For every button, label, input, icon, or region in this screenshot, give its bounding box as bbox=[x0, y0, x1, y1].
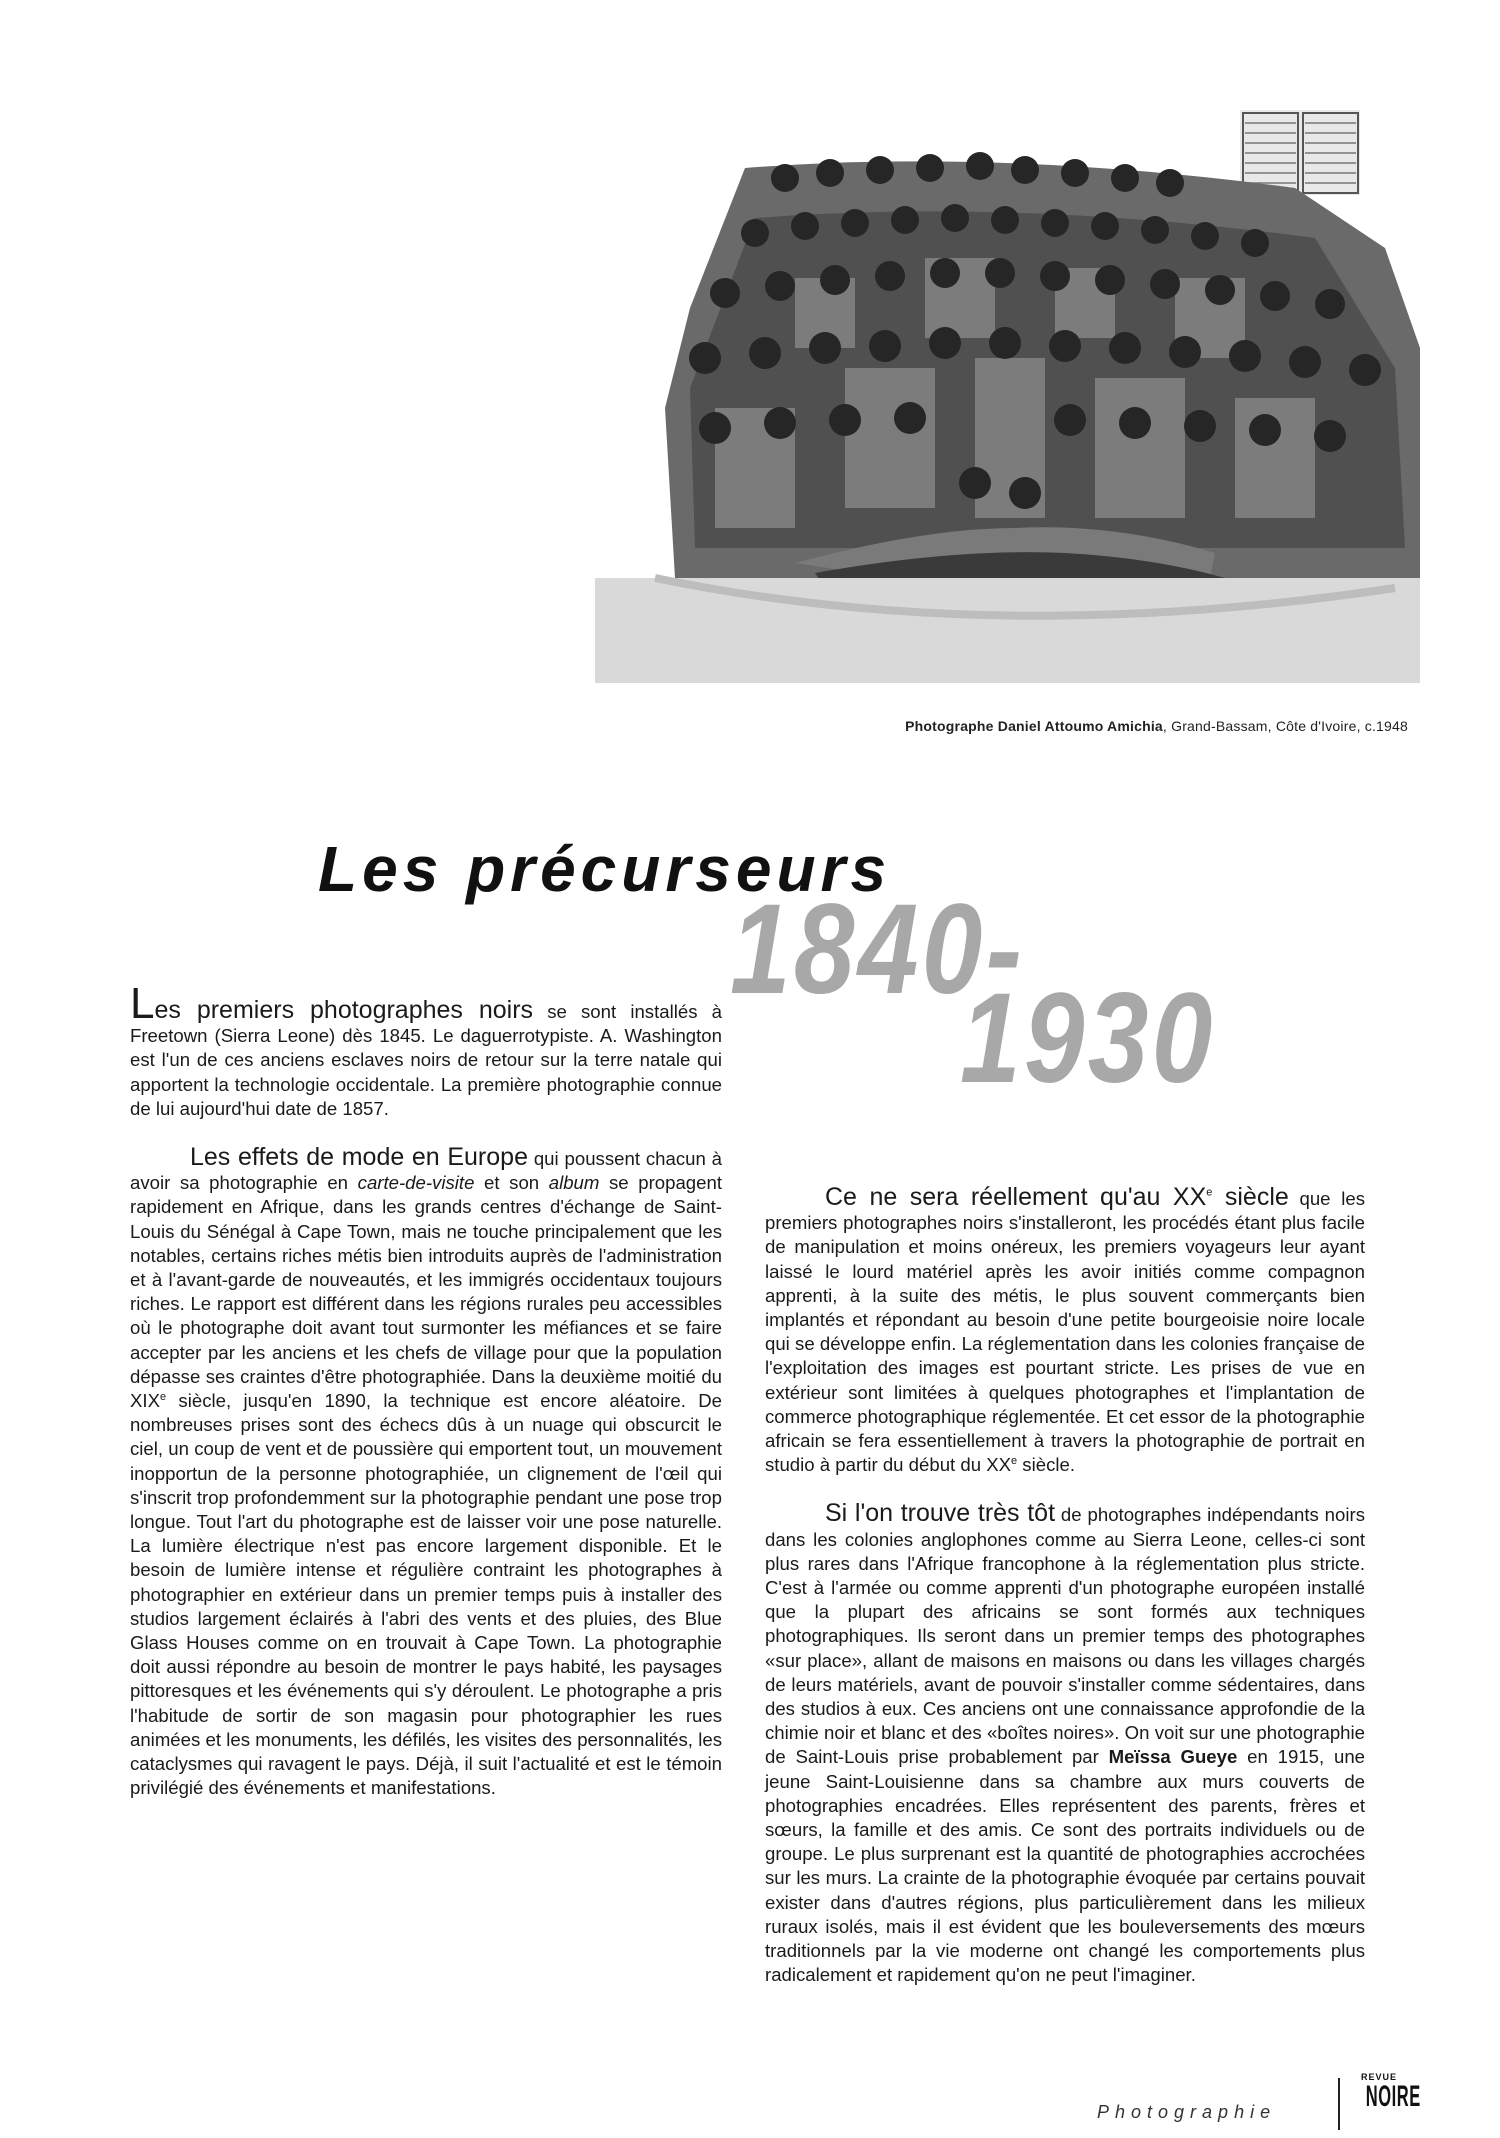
left-column bbox=[130, 979, 723, 1825]
paragraph-text: et son bbox=[474, 1172, 549, 1194]
paragraph bbox=[130, 979, 722, 1121]
lead-in-text: Ce ne sera réellement qu'au XX bbox=[825, 1183, 1207, 1211]
paragraph-text: se propagent rapidement en Afrique, dans les grands centres d'échange de Saint-Louis du Sénégal à Cape Town, mais ne touche principalement que les notables, certains riches métis bien introduits auprès de l'administration et à l'avant-garde de nouveautés, et les immigrés occidentaux toujours riches. Le rapport est différent dans les régions rurales peu accessibles où le photographe doit avant tout surmonter les méfiances et se faire accepter par les anciens et les chefs de village pour que la population dépasse ses craintes d'être photographiée. Dans la deuxième moitié du XIX bbox=[130, 1172, 723, 1412]
magazine-logo bbox=[1355, 2072, 1421, 2113]
paragraph-text: qui poussent chacun à avoir sa photographie en bbox=[130, 1148, 723, 1194]
period-start: 1840- bbox=[730, 878, 1026, 1021]
paragraph-text: de photographes indépendants noirs dans les colonies anglophones comme au Sierra Leone, celles-ci sont plus rares dans l'Afrique francophone à la réglementation plus stricte. C'est à l'armée ou comme apprenti d'un photographe européen installé que la plupart des africains se sont formés aux techniques photographiques. Ils seront dans un premier temps des photographes «sur place», allant de maisons en maisons ou dans les villages chargés de leurs matériels, avant de pouvoir s'installer comme sédentaires, dans des studios à eux. Ces anciens ont une connaissance approfondie de la chimie noir et blanc et des «boîtes noires». On voit sur une photographie de Saint-Louis prise probablement par bbox=[765, 1504, 1365, 1768]
paragraph bbox=[130, 1145, 722, 1800]
drop-cap: L bbox=[130, 979, 155, 1028]
group-photograph bbox=[595, 108, 1420, 683]
italic-term: carte-de-visite bbox=[357, 1172, 475, 1194]
logo-big-text: NOIRE bbox=[1365, 2080, 1421, 2113]
period-end: 1930 bbox=[960, 967, 1216, 1110]
caption-location: , Grand-Bassam, Côte d'Ivoire, c.1948 bbox=[1162, 718, 1408, 734]
superscript: e bbox=[159, 1390, 167, 1403]
right-column bbox=[765, 1185, 1365, 2012]
superscript: e bbox=[1011, 1455, 1018, 1468]
group-photograph-image bbox=[595, 108, 1420, 683]
photo-caption bbox=[905, 718, 1408, 734]
bold-name: Meïssa Gueye bbox=[1108, 1746, 1238, 1768]
paragraph-text: siècle. bbox=[1017, 1454, 1076, 1476]
lead-in bbox=[825, 1183, 1289, 1211]
lead-in-text: siècle bbox=[1212, 1183, 1289, 1211]
footer-divider bbox=[1338, 2078, 1340, 2130]
paragraph-text: que les premiers photographes noirs s'installeront, les procédés étant plus facile de manipulation et moins onéreux, les premiers voyageurs leur ayant laissé le lourd matériel après les avoir initiés comme compagnon apprenti, à la suite des métis, le plus souvent commerçants bien implantés et répondant au besoin d'une petite bourgeoisie noire locale qui se développe enfin. La réglementation dans les colonies française de l'exploitation des images est pourtant stricte. Les prises de vue en extérieur sont limitées à quelques photographes et l'implantation de commerce photographique réglementée. Et cet essor de la photographie africain se fera essentiellement à travers la photographie de portrait en studio à partir du début du XX bbox=[765, 1188, 1365, 1476]
lead-in: es premiers photographes noirs bbox=[154, 996, 534, 1024]
logo-small-text: REVUE bbox=[1360, 2072, 1397, 2082]
italic-term: album bbox=[548, 1172, 600, 1194]
photographer-name: Photographe Daniel Attoumo Amichia bbox=[905, 718, 1163, 734]
paragraph-text: se sont installés à Freetown (Sierra Leone) dès 1845. Le daguerrotypiste. A. Washington est l'un de ces anciens esclaves noirs de retour sur la terre natale qui apportent la technologie occidentale. La première photographie connue de lui aujourd'hui date de 1857. bbox=[130, 1001, 722, 1119]
article-title: Les précurseurs bbox=[318, 833, 892, 905]
section-label: Photographie bbox=[1097, 2102, 1277, 2122]
paragraph-text: siècle, jusqu'en 1890, la technique est encore aléatoire. De nombreuses prises sont des échecs dûs à un nuage qui obscurcit le ciel, un coup de vent et de poussière qui emportent tout, un mouvement inopportun de la personne photographiée, un clignement de l'œil qui s'inscrit trop profondemment sur la photographie pendant une pose trop longue. Tout l'art du photographe est de laisser voir une pose naturelle. La lumière électrique n'est pas encore largement disponible. Et le besoin de lumière intense et régulière contraint les photographes à photographier en extérieur dans un premier temps puis à installer des studios largement éclairés à l'abri des vents et des pluies, des Blue Glass Houses comme on en trouvait à Cape Town. La photographie doit aussi répondre au besoin de montrer le pays habité, les paysages pittoresques et les événements qui s'y déroulent. Le photographe a pris l'habitude de sortir de son magasin pour photographier les rues animées et les monuments, les défilés, les visites des personnalités, les cataclysmes qui ravagent le pays. Déjà, il suit l'actualité et est le témoin privilégié des événements et manifestations. bbox=[130, 1390, 722, 1799]
paragraph bbox=[765, 1501, 1365, 1987]
lead-in: Les effets de mode en Europe bbox=[190, 1143, 528, 1172]
paragraph bbox=[765, 1185, 1365, 1477]
superscript: e bbox=[1206, 1186, 1213, 1199]
paragraph-text: en 1915, une jeune Saint-Louisienne dans sa chambre aux murs couverts de photographies encadrées. Elles représentent des parents, frères et sœurs, la famille et des amis. Ce sont des portraits individuels ou de groupe. Le plus surprenant est la quantité de photographies accrochées sur les murs. La crainte de la photographie évoquée par certains pouvait exister dans d'autres régions, plus particulièrement dans les milieux ruraux isolés, mais il est évident que les bouleversements des mœurs traditionnels par la vie moderne ont changé les comportements plus radicalement et rapidement qu'on ne peut l'imaginer. bbox=[765, 1746, 1366, 1986]
lead-in: Si l'on trouve très tôt bbox=[825, 1499, 1056, 1528]
